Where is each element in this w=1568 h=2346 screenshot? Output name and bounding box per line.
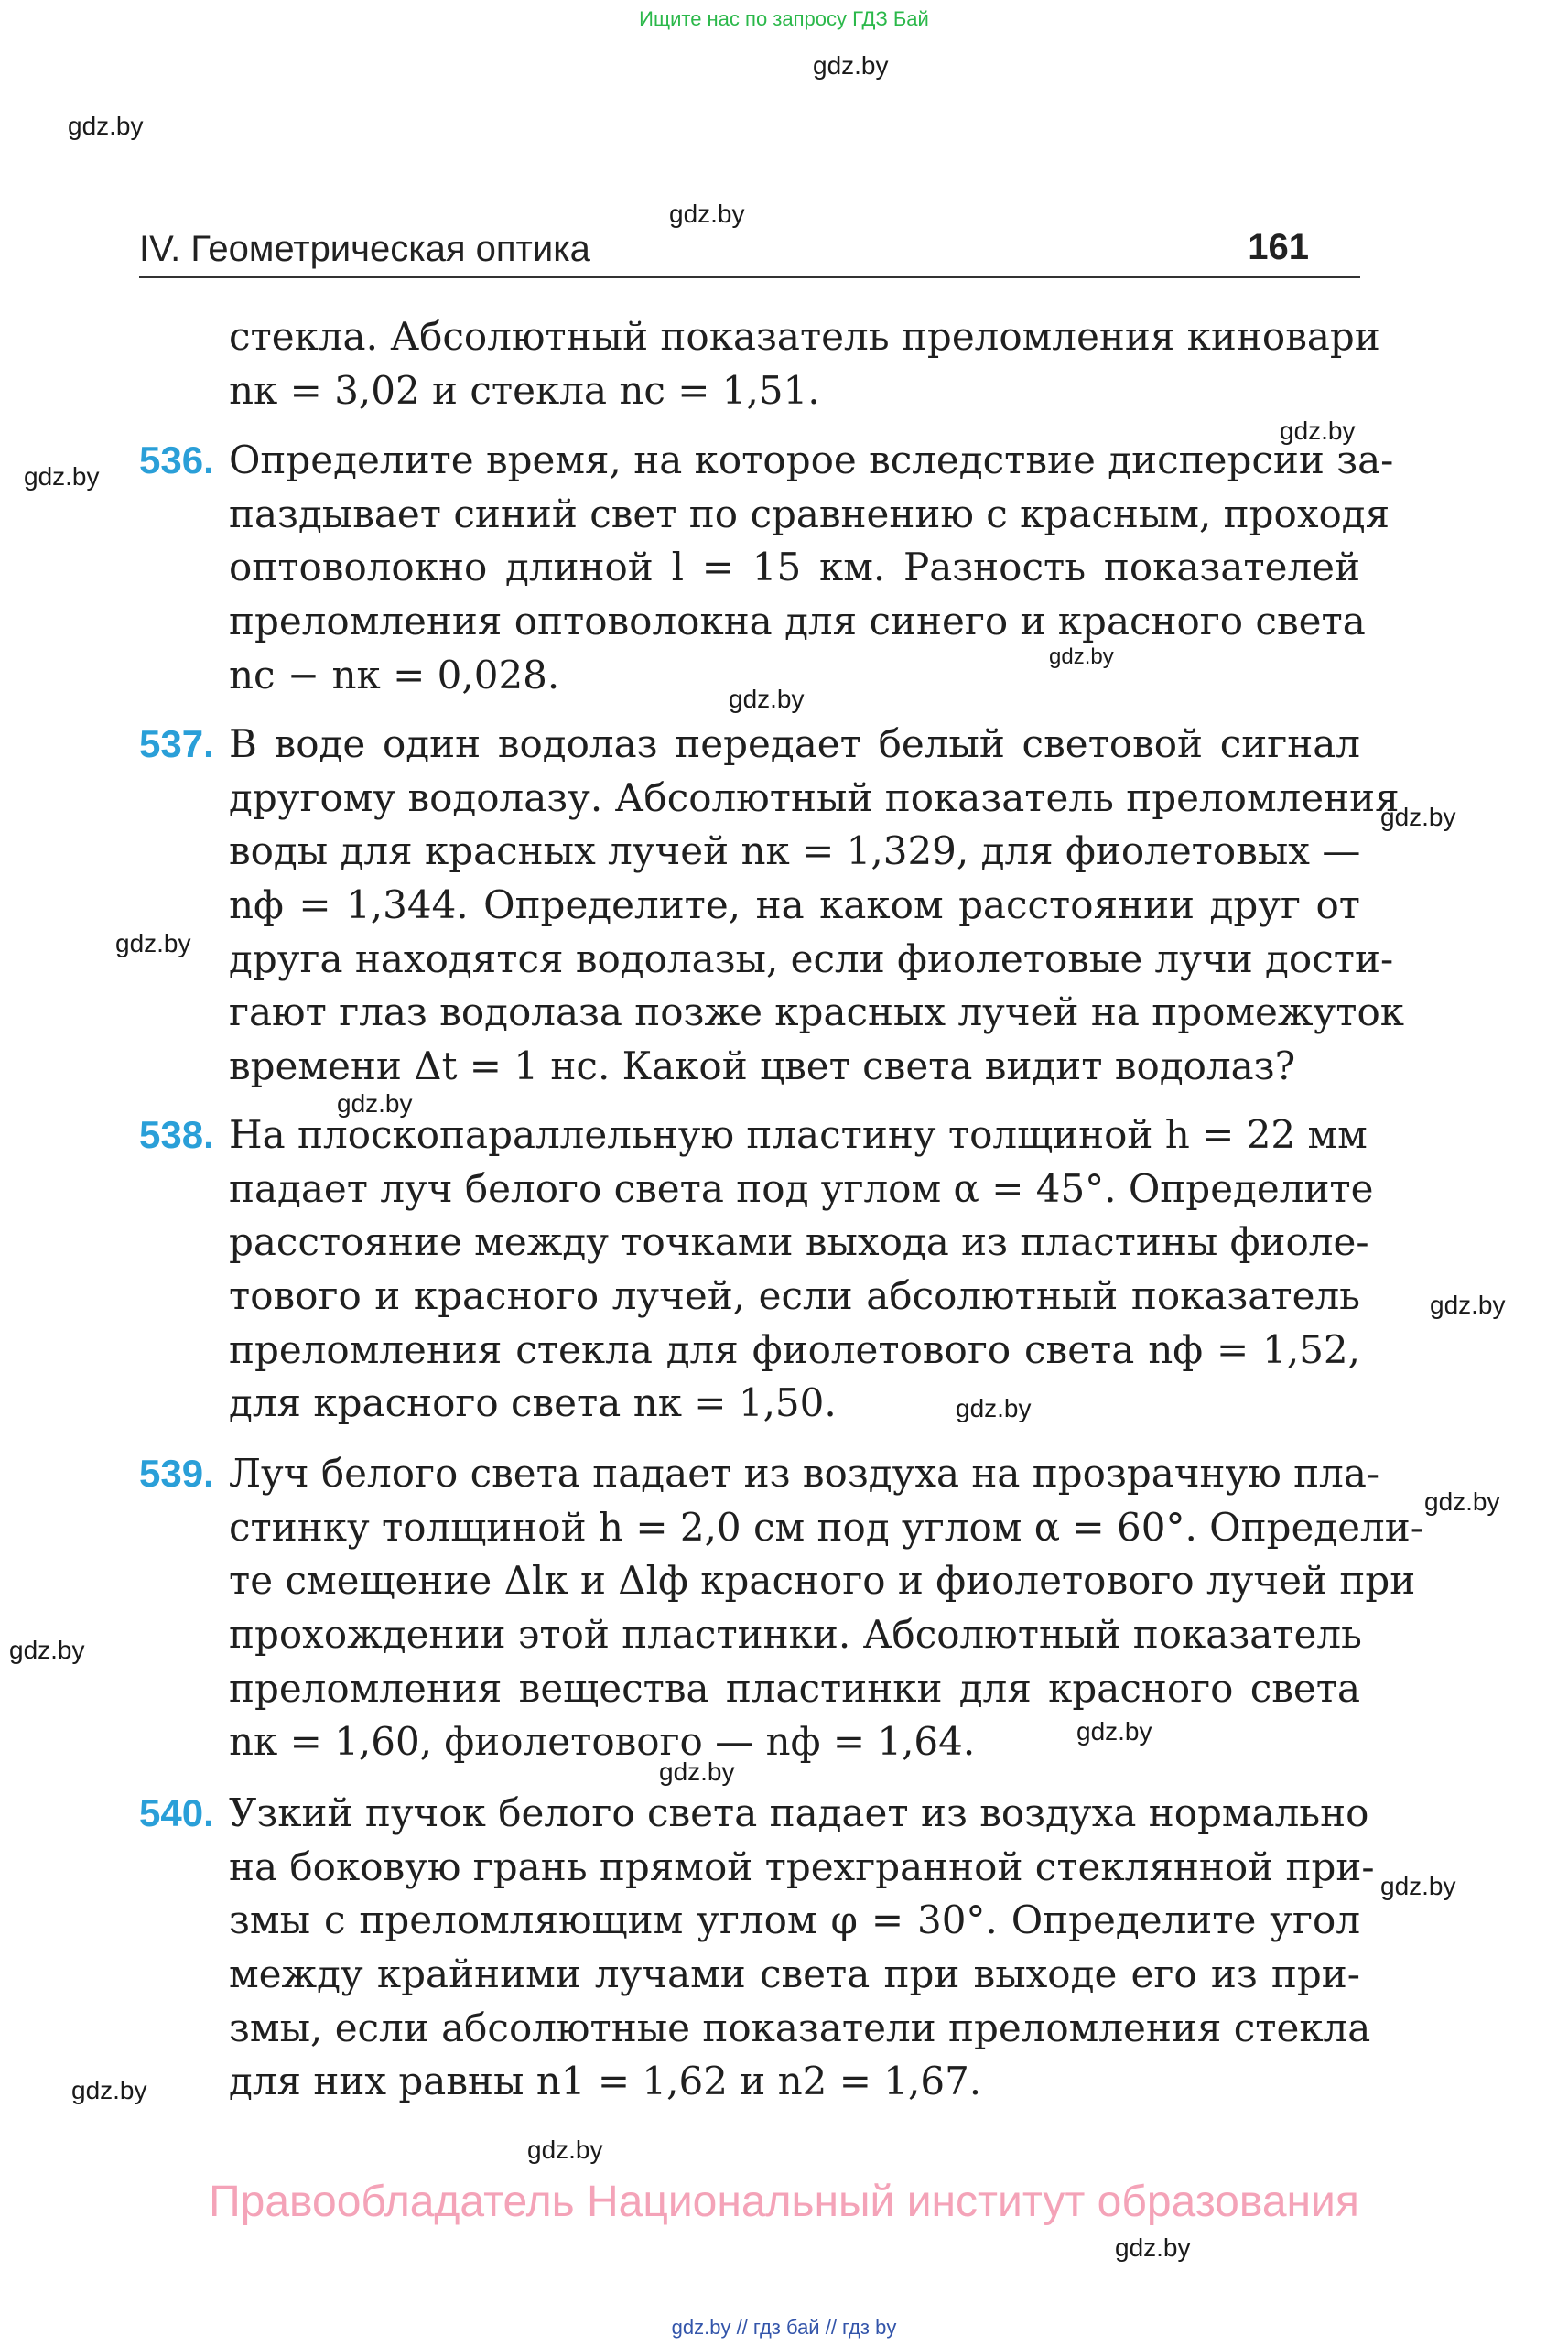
text-line: оптоволокно длиной l = 15 км. Разность показателей (229, 545, 1360, 590)
problem-text (229, 434, 1394, 702)
text-line: nк = 1,60, фиолетового — nф = 1,64. (229, 1719, 976, 1765)
problem-number: 538. (139, 1113, 214, 1156)
text-line: змы, если абсолютные показатели преломления стекла (229, 2005, 1371, 2050)
problem-text (229, 1787, 1375, 2109)
watermark: gdz.by (669, 200, 745, 228)
copyright-notice: Правообладатель Национальный институт образования (209, 2178, 1359, 2226)
watermark: gdz.by (24, 462, 100, 491)
text-line: Определите время, на которое вследствие дисперсии за- (229, 438, 1394, 482)
text-line: друга находятся водолазы, если фиолетовые лучи дости- (229, 935, 1394, 981)
text-line: для них равны n1 = 1,62 и n2 = 1,67. (229, 2059, 982, 2104)
text-line: те смещение Δlк и Δlф красного и фиолетового лучей при (229, 1558, 1416, 1604)
text-line: времени Δt = 1 нс. Какой цвет света видит водолаз? (229, 1043, 1296, 1089)
text-line: На плоскопараллельную пластину толщиной h = 22 мм (229, 1112, 1368, 1157)
page-number: 161 (1248, 227, 1309, 267)
continuation-text (229, 310, 1380, 417)
footer-links[interactable]: gdz.by // гдз бай // гдз by (671, 2316, 897, 2339)
watermark: gdz.by (115, 929, 191, 957)
text-line: преломления стекла для фиолетового света nф = 1,52, (229, 1326, 1360, 1372)
text-line: паздывает синий свет по сравнению с красным, проходя (229, 491, 1390, 536)
text-line: падает луч белого света под углом α = 45°. Определите (229, 1165, 1374, 1211)
text-line: тового и красного лучей, если абсолютный показатель (229, 1273, 1360, 1319)
watermark: gdz.by (337, 1089, 413, 1118)
watermark: gdz.by (68, 112, 144, 140)
problem-text (229, 718, 1405, 1094)
watermark: gdz.by (1115, 2233, 1191, 2262)
text-line: преломления оптоволокна для синего и красного света (229, 599, 1366, 644)
watermark: gdz.by (813, 51, 889, 80)
text-line: гают глаз водолаза позже красных лучей на промежуток (229, 989, 1405, 1035)
text-line: расстояние между точками выхода из пластины фиоле- (229, 1219, 1369, 1265)
watermark: gdz.by (1076, 1717, 1152, 1746)
chapter-title: IV. Геометрическая оптика (139, 229, 590, 269)
watermark: gdz.by (1424, 1487, 1500, 1516)
watermark: gdz.by (729, 685, 805, 713)
watermark: gdz.by (956, 1394, 1032, 1422)
text-line: воды для красных лучей nк = 1,329, для фиолетовых — (229, 828, 1361, 874)
text-line: на боковую грань прямой трехгранной стеклянной при- (229, 1843, 1375, 1889)
watermark: gdz.by (1380, 803, 1456, 831)
top-banner: Ищите нас по запросу ГДЗ Бай (639, 7, 929, 30)
text-line: стекла. Абсолютный показатель преломления киновари (229, 314, 1380, 359)
problem-number: 537. (139, 722, 214, 765)
problem-number: 539. (139, 1452, 214, 1495)
watermark: gdz.by (1280, 416, 1356, 445)
problem-text (229, 1447, 1423, 1769)
text-line: Луч белого света падает из воздуха на прозрачную пла- (229, 1451, 1380, 1496)
watermark: gdz.by (1380, 1872, 1456, 1900)
text-line: другому водолазу. Абсолютный показатель преломления (229, 774, 1400, 820)
header-divider (139, 276, 1360, 278)
watermark: gdz.by (659, 1757, 735, 1786)
watermark: gdz.by (1430, 1291, 1506, 1319)
text-line: nс − nк = 0,028. (229, 652, 560, 697)
text-line: стинку толщиной h = 2,0 см под углом α = 60°. Определи- (229, 1504, 1423, 1550)
text-line: змы с преломляющим углом φ = 30°. Определите угол (229, 1897, 1360, 1943)
text-line: преломления вещества пластинки для красного света (229, 1665, 1360, 1711)
text-line: прохождении этой пластинки. Абсолютный показатель (229, 1612, 1362, 1658)
text-line: для красного света nк = 1,50. (229, 1380, 837, 1426)
problem-number: 540. (139, 1791, 214, 1834)
watermark: gdz.by (71, 2076, 147, 2104)
text-line: между крайними лучами света при выходе его из при- (229, 1951, 1360, 1997)
problem-number: 536. (139, 438, 214, 481)
watermark: gdz.by (527, 2135, 603, 2164)
text-line: nк = 3,02 и стекла nс = 1,51. (229, 367, 820, 413)
watermark: gdz.by (9, 1636, 85, 1664)
watermark: gdz.by (1049, 644, 1114, 669)
text-line: nф = 1,344. Определите, на каком расстоянии друг от (229, 882, 1360, 928)
problem-text (229, 1108, 1374, 1431)
text-line: Узкий пучок белого света падает из воздуха нормально (229, 1790, 1369, 1835)
text-line: В воде один водолаз передает белый световой сигнал (229, 721, 1360, 766)
